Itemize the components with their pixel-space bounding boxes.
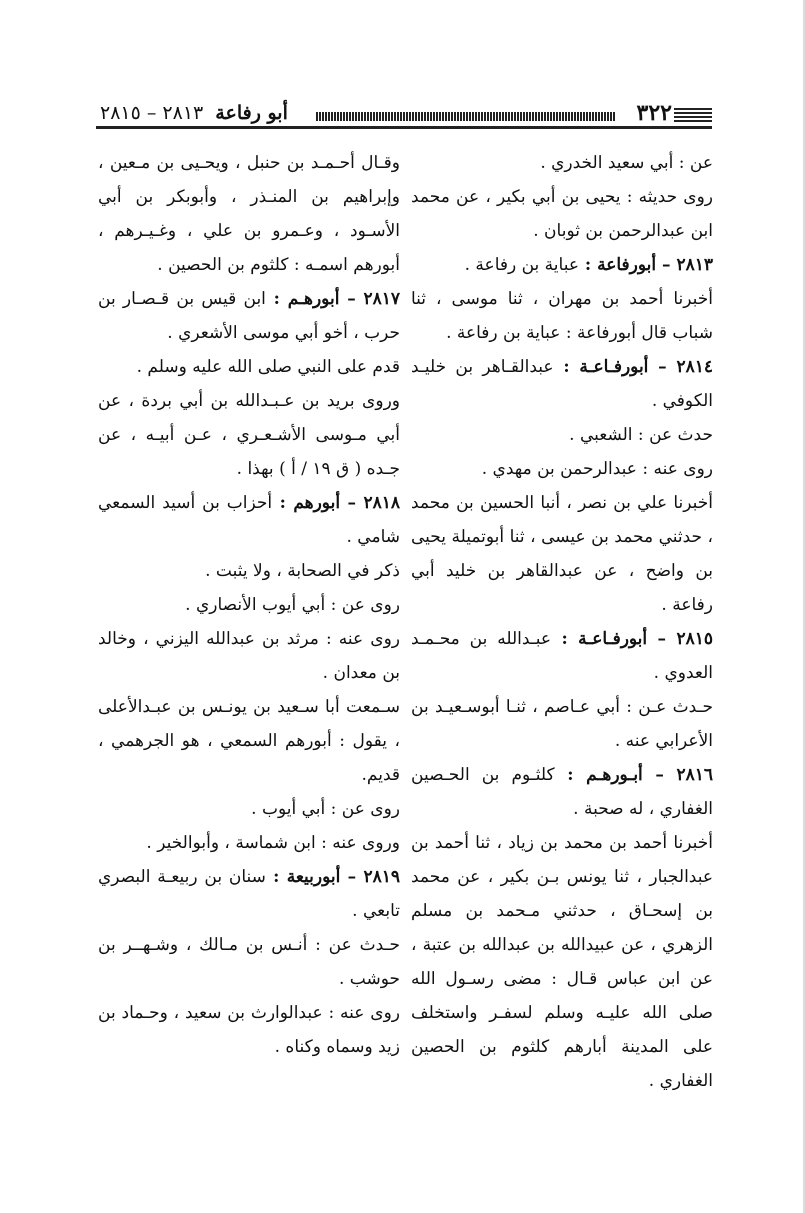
entry-number: ٢٨١٦ – — [642, 765, 713, 785]
paragraph-text: روى عنه : عبدالرحمن بن مهدي . — [481, 459, 713, 479]
entry-paragraph — [98, 860, 400, 928]
text-paragraph — [411, 452, 713, 486]
text-paragraph — [411, 690, 713, 758]
paragraph-text: عبـدالله بن محـمـد العدوي . — [411, 629, 713, 683]
paragraph-text: عباية بن رفاعة . — [464, 255, 579, 275]
text-paragraph — [411, 486, 713, 622]
entry-number: ٢٨١٥ – — [647, 629, 713, 649]
paragraph-text: وروى عنه : ابن شماسة ، وأبوالخير . — [146, 833, 400, 853]
paragraph-text: روى عنه : مرثد بن عبدالله اليزني ، وخالد بن معدان . — [98, 629, 400, 683]
text-paragraph — [411, 826, 713, 1098]
paragraph-text: قدم على النبي صلى الله عليه وسلم . — [136, 357, 400, 377]
paragraph-text: روى حديثه : يحيى بن أبي بكير ، عن محمد ابن عبدالرحمن بن ثوبان . — [411, 187, 713, 241]
entry-number: ٢٨١٣ – — [656, 255, 713, 275]
entry-name: أبورفاعة : — [579, 255, 657, 275]
running-title-name: أبو رفاعة — [215, 102, 288, 124]
paragraph-text: وروى بريد بن عـبـدالله بن أبي بردة ، عن أبي مـوسى الأشـعـري ، عـن أبيـه ، عن جـده ( ق ١٩ / أ ) بهذا . — [98, 391, 400, 479]
entry-name: أبورهم : — [272, 493, 341, 513]
paragraph-text: حـدث عـن : أبي عـاصم ، ثنـا أبوسـعيـد بن الأعرابي عنه . — [411, 697, 713, 751]
left-column — [98, 146, 400, 1064]
paragraph-text: سنان بن ربيعـة البصري تابعي . — [98, 867, 400, 921]
paragraph-text: وقـال أحـمـد بن حنبل ، ويحـيى بن مـعين ، وإبراهيم بن المنـذر ، وأبوبكر بن أبي الأسـود ، وعـمرو بن علي ، وغـيـرهم ، أبورهم اسمـه : كلثوم بن الحصين . — [98, 153, 400, 275]
entry-name: أبورفـاعـة : — [551, 629, 648, 649]
text-paragraph — [98, 384, 400, 486]
entry-name: أبوربيعة : — [265, 867, 341, 887]
paragraph-text: أخبرنا أحمد بن مهران ، ثنا موسى ، ثنا شباب قال أبورفاعة : عباية بن رفاعة . — [411, 289, 713, 343]
running-title-range: ٢٨١٣ – ٢٨١٥ — [100, 102, 204, 124]
text-paragraph — [411, 418, 713, 452]
entry-number: ٢٨١٨ – — [340, 493, 400, 513]
entry-paragraph — [411, 622, 713, 690]
entry-paragraph — [411, 350, 713, 418]
text-paragraph — [98, 826, 400, 860]
paragraph-text: ابن قيس بن قـصـار بن حرب ، أخو أبي موسى الأشعري . — [98, 289, 400, 343]
paragraph-text: روى عنه : عبدالوارث بن سعيد ، وحـماد بن زيد وسماه وكناه . — [98, 1003, 400, 1057]
text-paragraph — [411, 146, 713, 180]
paragraph-text: روى عن : أبي أيوب الأنصاري . — [185, 595, 400, 615]
text-paragraph — [411, 180, 713, 248]
entry-number: ٢٨١٤ – — [648, 357, 713, 377]
paragraph-text: سـمعت أبا سـعيد بن يونـس بن عبـدالأعلى ، يقول : أبورهم السمعي ، هو الجرهمي ، قديم. — [98, 697, 400, 785]
paragraph-text: عبدالقـاهر بن خليـد الكوفي . — [411, 357, 713, 411]
text-paragraph — [98, 146, 400, 282]
header-ornament-bar — [316, 112, 616, 121]
text-paragraph — [98, 622, 400, 690]
header-ornament-block — [674, 108, 712, 122]
entry-number: ٢٨١٩ – — [340, 867, 400, 887]
text-paragraph — [98, 350, 400, 384]
paragraph-text: أحزاب بن أسيد السمعي شامي . — [98, 493, 400, 547]
paragraph-text: عن : أبي سعيد الخدري . — [540, 153, 713, 173]
entry-name: أبورفـاعـة : — [553, 357, 649, 377]
page-number: ٣٢٢ — [636, 100, 672, 126]
text-paragraph — [98, 554, 400, 588]
paragraph-text: حـدث عن : أنـس بن مـالك ، وشـهــر بن حوشب . — [98, 935, 400, 989]
entry-paragraph — [411, 248, 713, 282]
text-paragraph — [98, 690, 400, 792]
entry-name: أبورهـم : — [265, 289, 340, 309]
paragraph-text: روى عن : أبي أيوب . — [251, 799, 400, 819]
running-title — [100, 102, 288, 124]
text-paragraph — [98, 996, 400, 1064]
entry-paragraph — [98, 282, 400, 350]
paragraph-text: أخبرنا علي بن نصر ، أنبا الحسين بن محمد ، حدثني محمد بن عيسى ، ثنا أبوتميلة يحيى بن واضح ، عن عبدالقاهر بن خليد أبي رفاعة . — [411, 493, 713, 615]
paragraph-text: حدث عن : الشعبي . — [569, 425, 713, 445]
paragraph-text: أخبرنا أحمد بن محمد بن زياد ، ثنا أحمد بن عبدالجبار ، ثنا يونس بـن بكير ، عن محمد بن إسحـاق ، حدثني مـحمد بن مسلم الزهري ، عن عبيدالله بن عبدالله بن عتبة ، عن ابن عباس قـال : مضى رسـول الله صلى الله عليـه وسلم لسفـر واستخلف على المدينة أبارهم كلثوم بن الحصين الغفاري . — [411, 833, 713, 1091]
entry-paragraph — [98, 486, 400, 554]
text-paragraph — [98, 792, 400, 826]
entry-name: أبـورهـم : — [554, 765, 643, 785]
text-paragraph — [411, 282, 713, 350]
header-rule — [96, 126, 712, 129]
text-paragraph — [98, 928, 400, 996]
text-paragraph — [98, 588, 400, 622]
entry-paragraph — [411, 758, 713, 826]
entry-number: ٢٨١٧ – — [339, 289, 400, 309]
paragraph-text: ذكر في الصحابة ، ولا يثبت . — [205, 561, 400, 581]
right-column — [411, 146, 713, 1098]
paragraph-text: كلثـوم بن الحـصين الغفاري ، له صحبة . — [411, 765, 713, 819]
